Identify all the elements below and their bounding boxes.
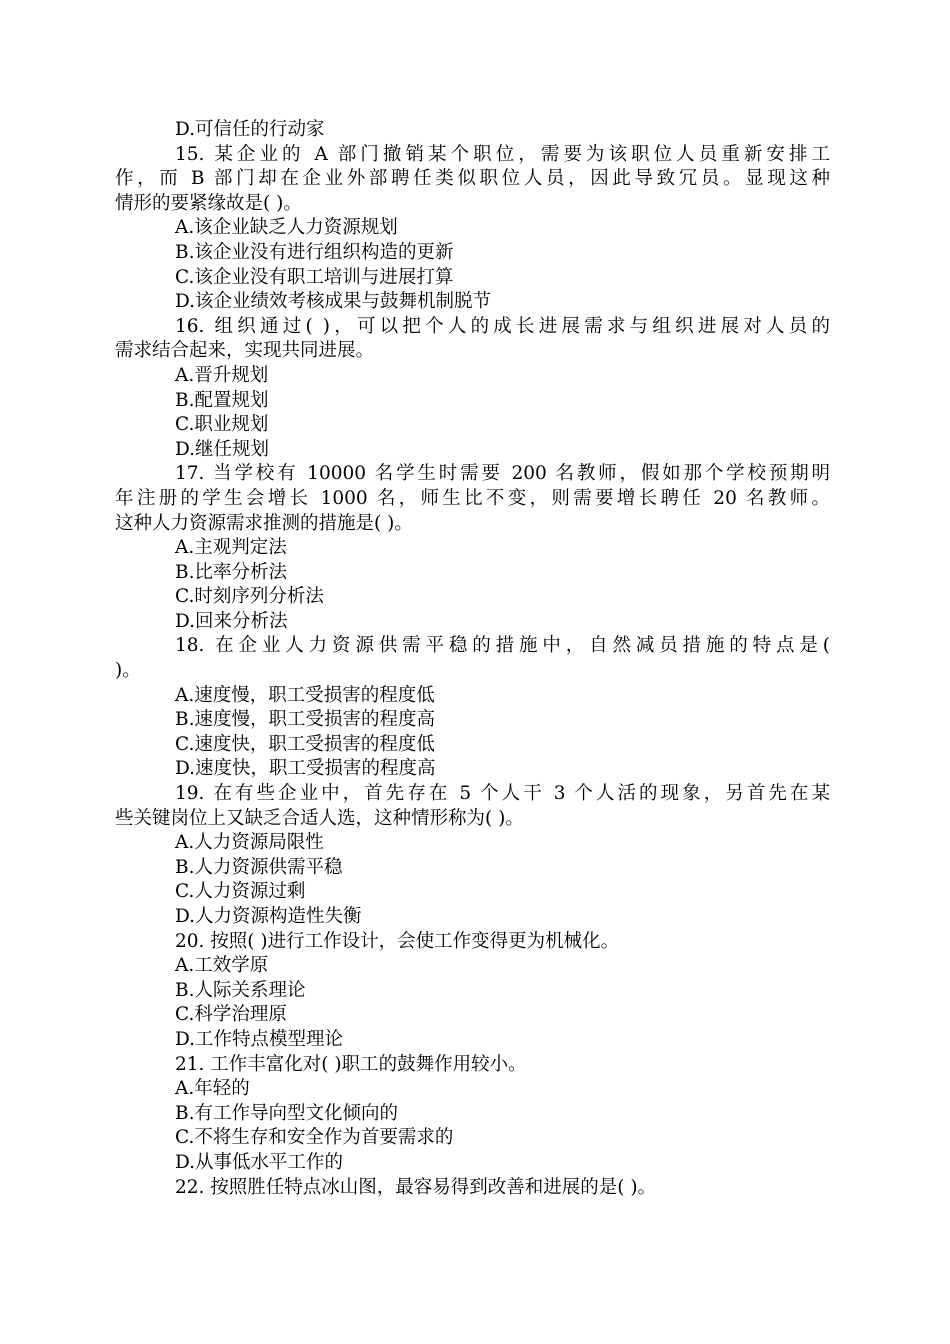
text-line: A.晋升规划 xyxy=(175,364,269,386)
text-line: D.该企业绩效考核成果与鼓舞机制脱节 xyxy=(175,291,492,313)
text-line: B.该企业没有进行组织构造的更新 xyxy=(175,241,454,263)
text-line: C.该企业没有职工培训与进展打算 xyxy=(175,266,454,288)
text-line: A.该企业缺乏人力资源规划 xyxy=(175,217,398,239)
text-line: C.不将生存和安全作为首要需求的 xyxy=(175,1127,454,1149)
text-line: 17. 当学校有 10000 名学生时需要 200 名教师，假如那个学校预期明 xyxy=(175,463,830,485)
document-page xyxy=(115,118,830,1200)
text-line: 22. 按照胜任特点冰山图，最容易得到改善和进展的是( )。 xyxy=(175,1176,657,1198)
text-line: D.继任规划 xyxy=(175,438,270,460)
text-line: D.从事低水平工作的 xyxy=(175,1151,344,1173)
text-line: 19. 在有些企业中，首先存在 5 个人干 3 个人活的现象，另首先在某 xyxy=(175,783,830,805)
text-line: A.速度慢，职工受损害的程度低 xyxy=(175,684,435,706)
text-line: A.年轻的 xyxy=(175,1078,250,1100)
text-line: B.配置规划 xyxy=(175,389,269,411)
text-line: B.有工作导向型文化倾向的 xyxy=(175,1102,398,1124)
text-line: C.人力资源过剩 xyxy=(175,881,306,903)
text-line: C.时刻序列分析法 xyxy=(175,586,324,608)
text-line: D.人力资源构造性失衡 xyxy=(175,906,362,927)
text-line: B.人力资源供需平稳 xyxy=(175,856,343,878)
text-line: 18. 在企业人力资源供需平稳的措施中，自然减员措施的特点是( xyxy=(175,635,830,657)
text-line: C.职业规划 xyxy=(175,414,269,436)
text-line: 情形的要紧缘故是( )。 xyxy=(115,192,302,214)
text-line: 些关键岗位上又缺乏合适人选，这种情形称为( )。 xyxy=(115,807,524,829)
text-line: B.人际关系理论 xyxy=(175,979,306,1001)
text-line: 需求结合起来，实现共同进展。 xyxy=(115,340,375,362)
text-line: D.可信任的行动家 xyxy=(175,119,325,140)
text-line: B.速度慢，职工受损害的程度高 xyxy=(175,709,435,731)
text-line: A.主观判定法 xyxy=(175,537,287,559)
text-line: )。 xyxy=(115,660,141,682)
text-line: C.科学治理原 xyxy=(175,1004,287,1026)
text-line: 这种人力资源需求推测的措施是( )。 xyxy=(115,512,413,534)
text-line: 作，而 B 部门却在企业外部聘任类似职位人员，因此导致冗员。显现这种 xyxy=(115,168,830,190)
text-line: A.人力资源局限性 xyxy=(175,832,324,854)
text-line: 21. 工作丰富化对( )职工的鼓舞作用较小。 xyxy=(175,1053,527,1075)
text-line: 15. 某企业的 A 部门撤销某个职位，需要为该职位人员重新安排工 xyxy=(175,143,830,165)
text-line: D.回来分析法 xyxy=(175,610,288,632)
text-line: 年注册的学生会增长 1000 名，师生比不变，则需要增长聘任 20 名教师。 xyxy=(115,487,830,509)
text-line: D.速度快，职工受损害的程度高 xyxy=(175,758,436,780)
text-line: A.工效学原 xyxy=(175,955,269,977)
text-line: B.比率分析法 xyxy=(175,561,287,583)
text-line: D.工作特点模型理论 xyxy=(175,1028,344,1050)
text-line: 16. 组织通过( )，可以把个人的成长进展需求与组织进展对人员的 xyxy=(175,315,830,337)
text-line: C.速度快，职工受损害的程度低 xyxy=(175,733,435,755)
text-line: 20. 按照( )进行工作设计，会使工作变得更为机械化。 xyxy=(175,930,620,952)
